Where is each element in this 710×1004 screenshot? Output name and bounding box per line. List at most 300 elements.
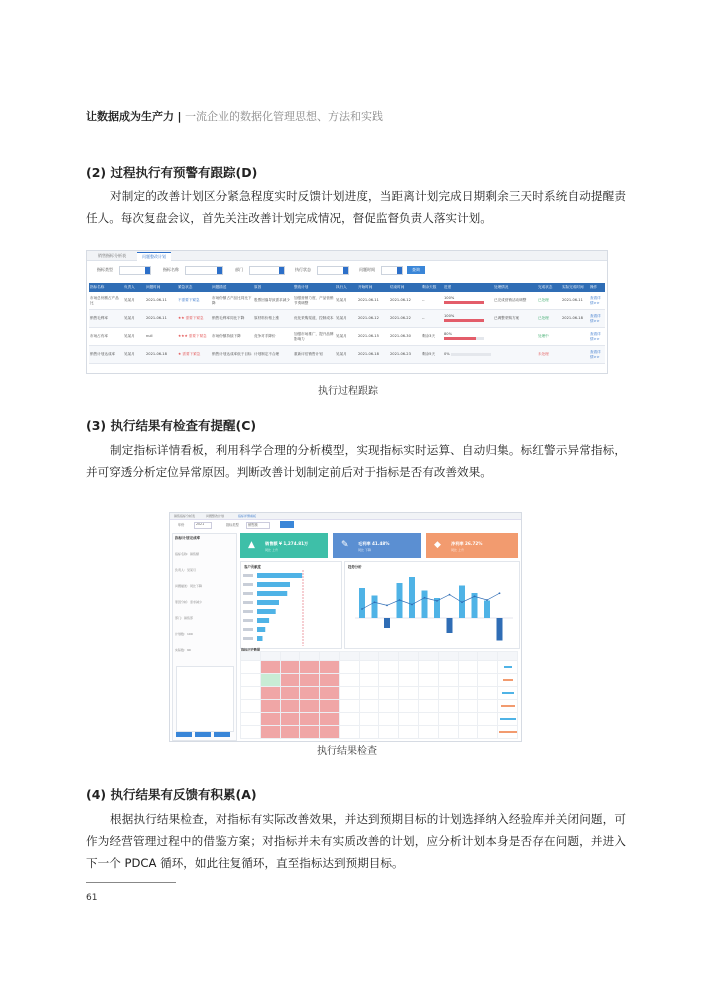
section-heading-d: (2) 过程执行有预警有跟踪(D) [86, 165, 258, 180]
progress-bar [451, 353, 491, 356]
table-row [89, 292, 605, 310]
grid-cell [379, 687, 399, 700]
grid-row [241, 674, 518, 687]
grid-cell [300, 713, 320, 726]
table-row [89, 328, 605, 346]
mini-bar [499, 731, 517, 733]
combo-bar [359, 588, 365, 618]
table-row [89, 346, 605, 364]
grid-cell [280, 661, 300, 674]
table-cell-op[interactable]: 查看详情>> [589, 346, 605, 364]
grid-cell [478, 652, 498, 661]
history-grid [240, 651, 518, 739]
table-cell-owner: 吴某月 [123, 328, 145, 346]
grid-cell [379, 661, 399, 674]
column-header: 执行人 [335, 283, 357, 292]
bar [257, 582, 290, 587]
section-heading-a: (4) 执行结果有反馈有积累(A) [86, 787, 257, 802]
column-header: 负责人 [123, 283, 145, 292]
column-header: 整改计划 [293, 283, 335, 292]
grid-cell [241, 661, 261, 674]
bar [257, 618, 269, 623]
table-cell-op[interactable]: 查看详情>> [589, 328, 605, 346]
combo-chart [345, 568, 519, 648]
bar-label-mark [243, 610, 253, 613]
grid-cell [419, 652, 439, 661]
left-row: 部门：销售部 [175, 616, 194, 620]
grid-cell [320, 652, 340, 661]
grid-cell [419, 713, 439, 726]
table-cell-op[interactable]: 查看详情>> [589, 292, 605, 310]
table-cell-cause: 原材料价格上涨 [253, 310, 293, 328]
left-row: 实际数：90 [175, 648, 191, 652]
grid-row [241, 652, 518, 661]
result-check-screenshot [169, 512, 522, 742]
table-cell-days: 剩余3天 [421, 328, 443, 346]
book-subtitle: 一流企业的数据化管理思想、方法和实践 [185, 110, 384, 123]
grid-cell [399, 687, 419, 700]
kpi-card-title: 净利率 26.72% [451, 541, 483, 546]
panel-title: 客户贡献度 [244, 565, 261, 569]
bar-label-mark [243, 574, 253, 577]
trend-point [424, 597, 426, 599]
table-cell-days: -- [421, 310, 443, 328]
table-cell-plan: 重新评估销售计划 [293, 346, 335, 364]
table-cell-start: 2021-06-12 [357, 310, 389, 328]
grid-cell [399, 661, 419, 674]
kpi-card-title: 毛利率 41.48% [358, 541, 390, 546]
title-separator: | [177, 110, 182, 123]
progress-label: 100% [444, 295, 455, 300]
table-cell-actual [561, 328, 589, 346]
grid-cell [300, 700, 320, 713]
grid-cell [260, 661, 280, 674]
table-cell-days: -- [421, 292, 443, 310]
table-cell-date: null [145, 328, 177, 346]
grid-cell [458, 726, 478, 739]
column-header: 原因 [253, 283, 293, 292]
grid-cell [359, 661, 379, 674]
filter-label: 指标类型 [226, 523, 239, 527]
grid-cell [339, 726, 359, 739]
bar [257, 609, 276, 614]
section-paragraph-c: 制定指标详情看板，利用科学合理的分析模型，实现指标实时运算、自动归集。标红警示异常指标，并可穿透分析定位异常原因。判断改善计划制定前后对于指标是否有改善效果。 [86, 443, 626, 479]
table-cell-exec: 吴某月 [335, 292, 357, 310]
bar [257, 591, 287, 596]
table-cell-owner: 吴某月 [123, 292, 145, 310]
grid-row [241, 726, 518, 739]
grid-cell [399, 652, 419, 661]
grid-cell [498, 674, 518, 687]
grid-cell [379, 713, 399, 726]
grid-cell [458, 661, 478, 674]
grid-cell [241, 700, 261, 713]
tab-rectification-plan[interactable]: 问题整改计划 [137, 252, 171, 261]
table-cell-status: 已处理 [537, 310, 561, 328]
mini-bar [500, 718, 516, 720]
filter-label: 年份 [178, 523, 185, 527]
chevron-down-icon [397, 267, 402, 274]
section-heading-c: (3) 执行结果有检查有提醒(C) [86, 418, 257, 433]
grid-title: 指标历史数据 [241, 648, 261, 652]
bar [257, 573, 302, 578]
grid-cell [478, 674, 498, 687]
grid-cell [379, 674, 399, 687]
trend-point [449, 594, 451, 596]
table-cell-end: 2021-06-23 [389, 346, 421, 364]
grid-cell [399, 674, 419, 687]
query-button[interactable]: 查询 [407, 266, 425, 274]
grid-cell [438, 713, 458, 726]
bar-label-mark [243, 583, 253, 586]
table-cell-status: 未处理 [537, 346, 561, 364]
column-header: 指标名称 [89, 283, 123, 292]
grid-row [241, 713, 518, 726]
progress-fill [444, 319, 484, 322]
trend-point [461, 601, 463, 603]
grid-cell [419, 674, 439, 687]
grid-cell [458, 713, 478, 726]
bar [257, 636, 263, 641]
trend-line [362, 593, 500, 609]
grid-cell [419, 726, 439, 739]
filter-select[interactable] [249, 266, 285, 275]
mini-bar [502, 692, 514, 694]
table-cell-exec: 吴某月 [335, 346, 357, 364]
chevron-down-icon [279, 267, 284, 274]
trend-point [436, 600, 438, 602]
grid-cell [300, 661, 320, 674]
grid-cell [320, 661, 340, 674]
grid-cell [498, 713, 518, 726]
tab-sales-analysis[interactable]: 销售指标分析表 [174, 514, 196, 518]
grid-cell [280, 687, 300, 700]
filter-label: 部门 [235, 267, 243, 272]
table-cell-progress-label [443, 310, 493, 328]
table-cell-end: 2021-06-30 [389, 328, 421, 346]
table-cell-handling [493, 328, 537, 346]
plan-table [89, 283, 605, 364]
grid-cell [498, 661, 518, 674]
grid-cell [320, 700, 340, 713]
column-header: 进度 [443, 283, 493, 292]
filter-select[interactable] [317, 266, 349, 275]
grid-cell [438, 652, 458, 661]
chevron-down-icon [145, 267, 150, 274]
trend-point [361, 608, 363, 610]
grid-cell [300, 652, 320, 661]
table-cell-issue: 市场份额持续下降 [211, 328, 253, 346]
progress-bar [444, 319, 484, 322]
kpi-card-net [426, 533, 518, 558]
grid-cell [241, 652, 261, 661]
table-cell-indicator: 销售毛利率 [89, 310, 123, 328]
table-cell-urgency: ★ 需要下紧急 [177, 346, 211, 364]
left-panel [172, 533, 237, 741]
grid-cell [241, 726, 261, 739]
grid-cell [359, 726, 379, 739]
table-cell-issue: 市场份额占产品比同比下降 [211, 292, 253, 310]
grid-cell [320, 687, 340, 700]
save-button[interactable] [176, 732, 192, 737]
grid-cell [260, 674, 280, 687]
column-header: 结束时间 [389, 283, 421, 292]
customer-panel [240, 561, 342, 649]
grid-cell [280, 652, 300, 661]
grid-cell [320, 726, 340, 739]
filter-select[interactable] [185, 266, 223, 275]
filter-label: 执行状态 [295, 267, 311, 272]
table-cell-indicator: 市场总份额占产品比 [89, 292, 123, 310]
left-panel-title: 指标计划完成率 [175, 536, 201, 540]
filter-select[interactable] [119, 266, 151, 275]
combo-bar [484, 601, 490, 619]
trend-point [374, 601, 376, 603]
table-cell-owner: 吴某月 [123, 310, 145, 328]
table-row [89, 310, 605, 328]
table-cell-actual: 2021-06-18 [561, 310, 589, 328]
table-cell-plan: 加强市场推广，提升品牌影响力 [293, 328, 335, 346]
left-row: 计划数：100 [175, 632, 193, 636]
grid-cell [339, 713, 359, 726]
left-row: 问题描述：同比下降 [175, 584, 203, 588]
grid-cell [399, 726, 419, 739]
table-cell-urgency: ★★★ 需要下紧急 [177, 328, 211, 346]
submit-button[interactable] [195, 732, 211, 737]
grid-cell [478, 713, 498, 726]
filter-value: 销售额 [248, 523, 258, 527]
grid-cell [320, 713, 340, 726]
page-number: 61 [86, 893, 98, 903]
column-header: 问题时间 [145, 283, 177, 292]
table-cell-exec: 吴某月 [335, 310, 357, 328]
bar [257, 600, 279, 605]
horizontal-bar-chart [241, 568, 341, 648]
table-cell-issue: 销售毛利率同比下降 [211, 310, 253, 328]
table-cell-date: 2021-06-18 [145, 346, 177, 364]
grid-cell [339, 700, 359, 713]
trend-point [411, 604, 413, 606]
kpi-card-title: 销售额 ¥ 1,274.81万 [265, 541, 309, 546]
table-cell-plan: 优化采购渠道，控制成本 [293, 310, 335, 328]
table-cell-issue: 销售计划达成率低于目标 [211, 346, 253, 364]
kpi-card-sub: 同比 上升 [451, 548, 464, 552]
filter-value: 2021 [196, 522, 205, 526]
grid-cell [438, 674, 458, 687]
kpi-card-sub: 同比 下降 [358, 548, 371, 552]
bar-label-mark [243, 619, 253, 622]
grid-cell [339, 652, 359, 661]
tab-rectification-plan[interactable]: 问题整改计划 [206, 514, 225, 518]
grid-cell [359, 652, 379, 661]
grid-cell [438, 726, 458, 739]
grid-cell [498, 726, 518, 739]
tab-indicator-board[interactable]: 指标详情看板 [238, 514, 257, 518]
grid-cell [280, 674, 300, 687]
year-select[interactable] [194, 522, 212, 529]
table-cell-urgency: ★★ 需要下紧急 [177, 310, 211, 328]
left-row: 负责人：吴某月 [175, 568, 197, 572]
filter-bar [170, 521, 521, 529]
table-cell-start: 2021-06-18 [357, 346, 389, 364]
mini-bar [503, 679, 513, 681]
progress-bar [444, 301, 484, 304]
tab-sales-analysis[interactable]: 销售指标分析表 [98, 253, 126, 258]
grid-cell [478, 661, 498, 674]
table-cell-end: 2021-06-12 [389, 292, 421, 310]
panel-title: 趋势分析 [348, 565, 362, 569]
column-header: 问题描述 [211, 283, 253, 292]
table-cell-progress-label [443, 292, 493, 310]
grid-cell [399, 700, 419, 713]
table-cell-indicator: 市场占有率 [89, 328, 123, 346]
column-header: 操作 [589, 283, 605, 292]
combo-bar [447, 618, 453, 633]
figure-caption-1: 执行过程跟踪 [318, 386, 378, 397]
grid-cell [260, 726, 280, 739]
grid-row [241, 700, 518, 713]
progress-fill [444, 301, 484, 304]
section-paragraph-a: 根据执行结果检查，对指标有实际改善效果，并达到预期目标的计划选择纳入经验库并关闭问题，可作为经营管理过程中的借鉴方案；对指标并未有实质改善的计划，应分析计划本身是否存在问题，并进入下一个 PDCA 循环，如此往复循环，直至指标达到预期目标。 [86, 812, 626, 870]
grid-cell [419, 700, 439, 713]
table-cell-exec: 吴某月 [335, 328, 357, 346]
table-cell-start: 2021-06-11 [357, 292, 389, 310]
column-header: 完成状态 [537, 283, 561, 292]
table-cell-cause: 计划制定不合理 [253, 346, 293, 364]
filter-label: 指标类型 [97, 267, 113, 272]
filter-label: 问题时间 [359, 267, 375, 272]
filter-select[interactable] [381, 266, 403, 275]
progress-bar [444, 337, 484, 340]
grid-cell [260, 713, 280, 726]
combo-bar [422, 591, 428, 619]
trend-point [399, 599, 401, 601]
combo-bar [409, 577, 415, 618]
kpi-card-margin [333, 533, 421, 558]
grid-cell [339, 661, 359, 674]
table-cell-end: 2021-06-22 [389, 310, 421, 328]
running-header [86, 108, 626, 124]
progress-label: 0% [444, 352, 450, 356]
figure-caption-2: 执行结果检查 [317, 746, 377, 757]
kpi-card-sales [240, 533, 328, 558]
grid-cell [458, 687, 478, 700]
type-select[interactable] [246, 522, 270, 529]
table-cell-handling: 已调整采购方案 [493, 310, 537, 328]
table-cell-progress-label [443, 346, 493, 364]
bar-label-mark [243, 628, 253, 631]
trend-point [499, 592, 501, 594]
progress-fill [444, 337, 476, 340]
grid-row [241, 687, 518, 700]
pencil-icon: ✎ [341, 540, 349, 550]
grid-cell [280, 700, 300, 713]
grid-cell [498, 652, 518, 661]
grid-cell [478, 726, 498, 739]
chevron-down-icon [217, 267, 222, 274]
kpi-card-sub: 同比 上升 [265, 548, 278, 552]
grid-cell [339, 674, 359, 687]
table-cell-actual [561, 346, 589, 364]
footnote-rule [86, 882, 176, 883]
grid-cell [478, 687, 498, 700]
progress-label: 80% [444, 331, 452, 336]
column-header: 剩余天数 [421, 283, 443, 292]
grid-cell [300, 687, 320, 700]
grid-cell [300, 726, 320, 739]
grid-cell [458, 700, 478, 713]
trend-point [474, 596, 476, 598]
grid-cell [280, 726, 300, 739]
combo-bar [372, 596, 378, 619]
bar-label-mark [243, 637, 253, 640]
table-cell-handling [493, 346, 537, 364]
bar-label-mark [243, 592, 253, 595]
cart-icon: ▲ [248, 540, 255, 550]
section-paragraph-d: 对制定的改善计划区分紧急程度实时反馈计划进度，当距离计划完成日期剩余三天时系统自动提醒责任人。每次复盘会议，首先关注改善计划完成情况，督促监督负责人落实计划。 [86, 189, 626, 225]
grid-cell [438, 687, 458, 700]
mini-bar [501, 705, 515, 707]
table-cell-op[interactable]: 查看详情>> [589, 310, 605, 328]
grid-cell [498, 700, 518, 713]
combo-bar [384, 618, 390, 628]
grid-cell [359, 687, 379, 700]
bar [257, 627, 265, 632]
grid-cell [379, 652, 399, 661]
table-cell-cause: 股票回落导致需求减少 [253, 292, 293, 310]
table-cell-days: 剩余5天 [421, 346, 443, 364]
grid-cell [438, 661, 458, 674]
grid-cell [320, 674, 340, 687]
table-cell-owner: 吴某月 [123, 346, 145, 364]
table-header-row [89, 283, 605, 292]
bar-label-mark [243, 601, 253, 604]
table-cell-actual: 2021-06-11 [561, 292, 589, 310]
filter-label: 指标名称 [163, 267, 179, 272]
grid-cell [359, 713, 379, 726]
progress-label: 100% [444, 313, 455, 318]
column-header: 实际完成时间 [561, 283, 589, 292]
table-cell-indicator: 销售计划达成率 [89, 346, 123, 364]
grid-cell [399, 713, 419, 726]
query-button[interactable] [280, 521, 294, 528]
mini-bar [504, 666, 512, 668]
table-cell-handling: 已完成营销活动调整 [493, 292, 537, 310]
table-cell-status: 处理中 [537, 328, 561, 346]
chevron-down-icon [343, 267, 348, 274]
table-cell-start: 2021-06-15 [357, 328, 389, 346]
grid-cell [260, 687, 280, 700]
grid-cell [241, 687, 261, 700]
table-cell-date: 2021-06-11 [145, 292, 177, 310]
grid-cell [359, 674, 379, 687]
grid-cell [260, 652, 280, 661]
column-header: 开始时间 [357, 283, 389, 292]
grid-cell [241, 713, 261, 726]
combo-bar [497, 618, 503, 641]
comment-box[interactable] [176, 666, 234, 732]
grid-cell [379, 726, 399, 739]
grid-cell [300, 674, 320, 687]
trend-point [486, 599, 488, 601]
grid-cell [438, 700, 458, 713]
filter-bar [87, 265, 607, 275]
trend-panel [344, 561, 520, 649]
close-button[interactable] [214, 732, 230, 737]
grid-cell [359, 700, 379, 713]
grid-cell [458, 674, 478, 687]
left-row: 指标名称：销售额 [175, 552, 200, 556]
